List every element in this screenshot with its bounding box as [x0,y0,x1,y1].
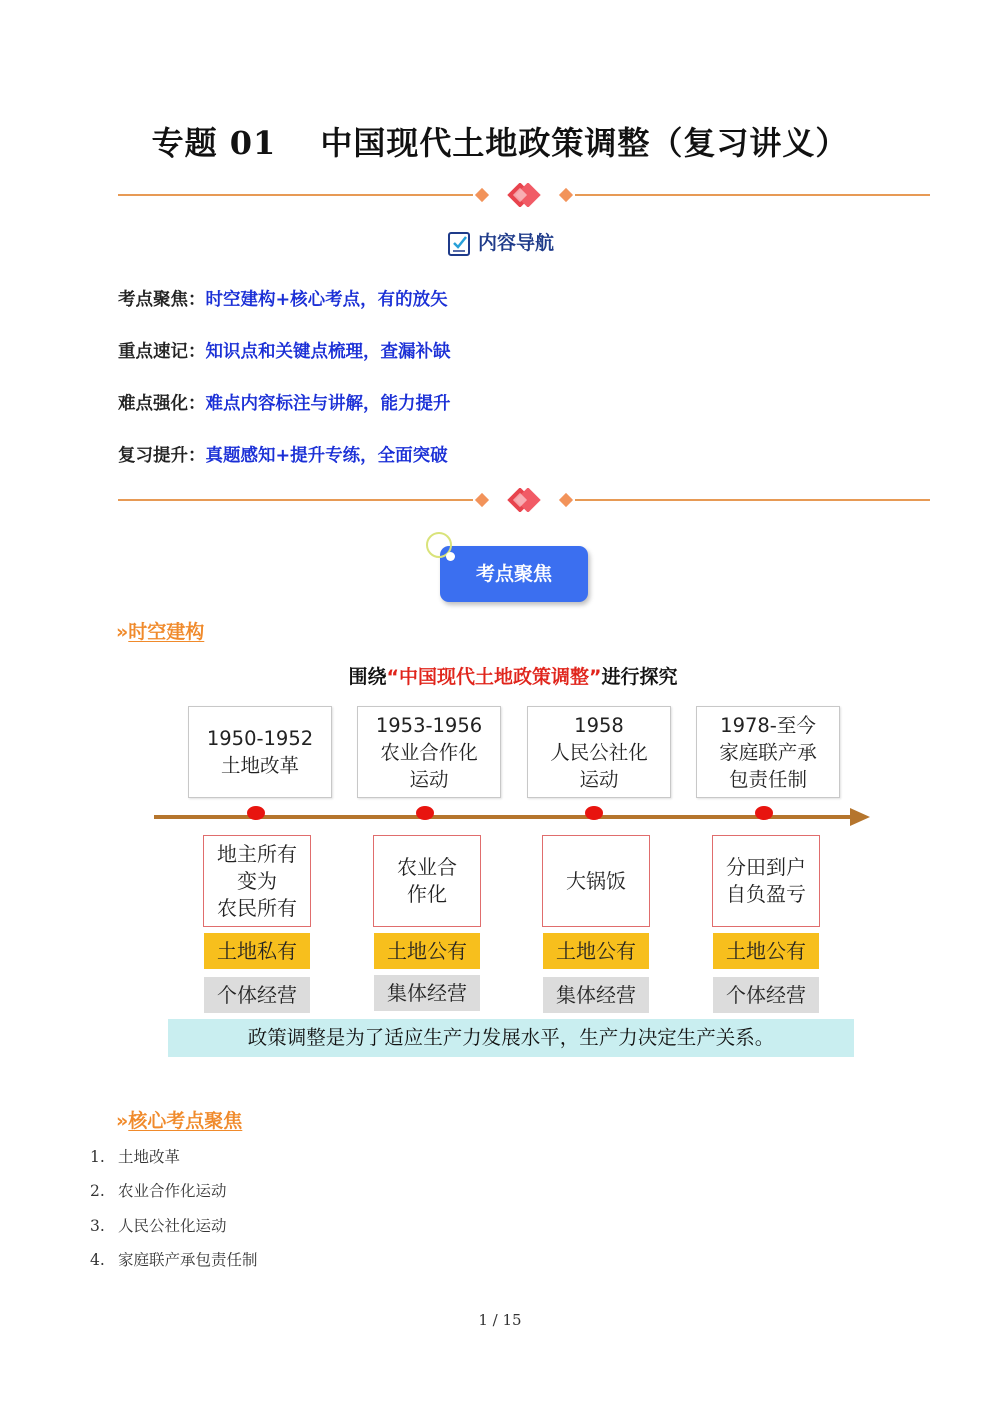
nav-item [118,286,448,311]
nav-item [118,442,448,467]
operation-label: 个体经营 [713,977,819,1013]
list-item-number: 2. [90,1182,105,1200]
diagram-summary: 政策调整是为了适应生产力发展水平，生产力决定生产关系。 [168,1019,854,1057]
list-item [90,1179,227,1201]
period-line: 1958 [574,713,624,737]
nav-item-value: 知识点和关键点梳理，查漏补缺 [205,342,451,362]
policy-line: 地主所有 [217,841,297,866]
list-item [90,1248,258,1270]
ownership-label: 土地私有 [204,933,310,969]
policy-box [373,835,481,927]
timeline-node [247,806,265,820]
period-line: 农业合作化 [380,740,478,764]
list-item-text: 人民公社化运动 [118,1217,227,1235]
period-line: 家庭联产承 [719,740,817,764]
diagram-heading-pre: 围绕 [348,666,387,688]
content-nav-heading [0,228,1000,258]
double-chevron-icon: » [116,1110,129,1132]
nav-item [118,338,451,363]
nav-item-key: 难点强化： [118,394,206,414]
nav-heading-label: 内容导航 [477,232,554,254]
period-line: 1953-1956 [375,713,483,737]
period-line: 运动 [409,767,449,791]
nav-item-value: 真题感知+提升专练，全面突破 [205,446,448,466]
timeline-arrow [150,804,875,830]
policy-line: 农民所有 [217,895,297,920]
section-heading-label: 时空建构 [128,621,205,643]
timeline-period-box [527,706,671,798]
section-badge: 考点聚焦 [440,546,588,602]
period-line: 1978-至今 [720,713,816,737]
operation-label: 集体经营 [543,977,649,1013]
list-item-number: 3. [90,1217,105,1235]
policy-line: 变为 [237,868,277,893]
period-line: 1950-1952 [206,727,314,750]
list-item-number: 1. [90,1148,105,1166]
policy-box [712,835,820,927]
diagram-heading [0,662,1000,689]
badge-dot-icon [446,552,455,561]
policy-line: 大锅饭 [566,868,626,893]
section-heading-label: 核心考点聚焦 [128,1110,243,1132]
diagram-heading-post: 进行探究 [601,666,678,688]
decorative-divider-top [118,183,930,207]
diagram-heading-topic: “中国现代土地政策调整” [386,666,602,688]
section-heading-timeline [116,617,204,644]
timeline-node [585,806,603,820]
policy-box [203,835,311,927]
list-item-number: 4. [90,1251,105,1269]
ownership-label: 土地公有 [713,933,819,969]
section-heading-core [116,1106,242,1133]
period-line: 人民公社化 [550,740,648,764]
double-chevron-icon: » [116,621,129,643]
timeline-period-box [188,706,332,798]
nav-item [118,390,451,415]
title-prefix: 专题 01 [151,124,277,162]
title-main: 中国现代土地政策调整（复习讲义） [320,124,849,162]
period-line: 包责任制 [728,767,807,791]
checklist-icon [446,230,474,258]
nav-item-key: 复习提升： [118,446,206,466]
nav-item-value: 时空建构+核心考点，有的放矢 [205,290,448,310]
operation-label: 集体经营 [374,975,480,1011]
operation-label: 个体经营 [204,977,310,1013]
timeline-period-box [357,706,501,798]
timeline-node [755,806,773,820]
nav-item-value: 难点内容标注与讲解，能力提升 [205,394,451,414]
policy-line: 分田到户 [726,855,806,879]
page-title [0,118,1000,164]
policy-line: 自负盈亏 [726,882,806,906]
ownership-label: 土地公有 [543,933,649,969]
list-item [90,1145,180,1167]
policy-line: 作化 [407,882,447,906]
timeline-node [416,806,434,820]
period-line: 运动 [579,767,619,791]
ownership-label: 土地公有 [374,933,480,969]
list-item-text: 家庭联产承包责任制 [118,1251,258,1269]
page-number: 1 / 15 [478,1311,522,1329]
policy-line: 农业合 [397,855,457,879]
period-line: 土地改革 [220,754,299,777]
list-item-text: 土地改革 [118,1148,181,1166]
timeline-period-box [696,706,840,798]
nav-item-key: 重点速记： [118,342,206,362]
nav-item-key: 考点聚焦： [118,290,206,310]
policy-box [542,835,650,927]
list-item-text: 农业合作化运动 [118,1182,227,1200]
decorative-divider-bottom [118,488,930,512]
list-item [90,1214,227,1236]
